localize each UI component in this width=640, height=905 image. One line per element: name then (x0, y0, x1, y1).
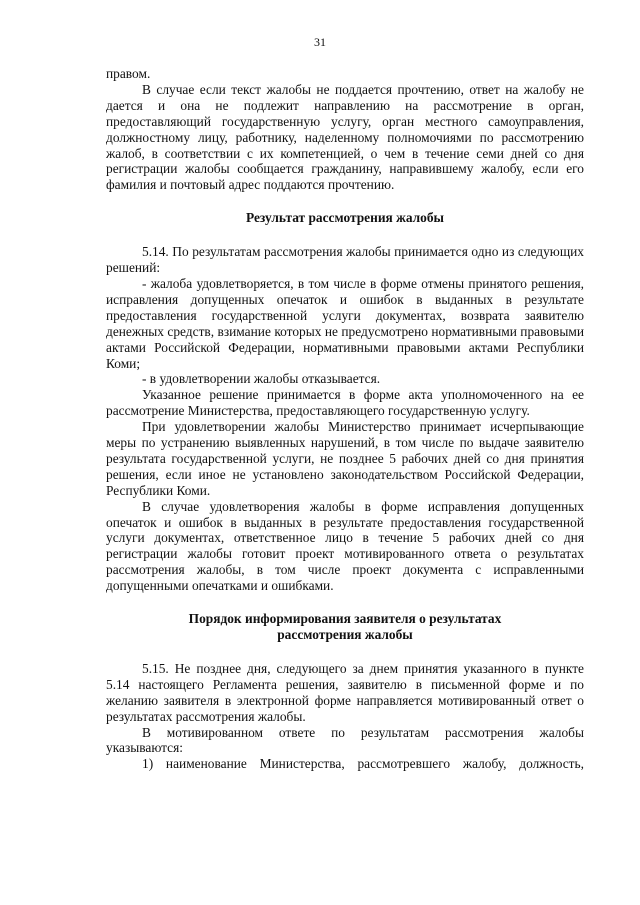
document-body (106, 66, 584, 772)
paragraph-bullet-satisfied: - жалоба удовлетворяется, в том числе в форме отмены принятого решения, исправления допущенных опечаток и ошибок в выданных в результате предоставления государственной услуги документах, возврата заявителю денежных средств, взимание которых не предусмотрено нормативными правовыми актами Российской Федерации, нормативными правовыми актами Республики Коми; (106, 275, 584, 371)
paragraph-corrections: В случае удовлетворения жалобы в форме исправления допущенных опечаток и ошибок в выданных в результате предоставления государственной услуги документах, ответственное лицо в течение 5 рабочих дней со дня регистрации жалобы готовит проект мотивированного ответа о результатах рассмотрения жалобы, в том числе проект документа с исправленными допущенными опечатками и ошибками. (106, 498, 584, 594)
section-heading-inform-line2: рассмотрения жалобы (277, 627, 413, 642)
paragraph-5-15: 5.15. Не позднее дня, следующего за днем принятия указанного в пункте 5.14 настоящего Регламента решения, заявителю в письменной форме и по желанию заявителя в электронной форме направляется мотивированный ответ о результатах рассмотрения жалобы. (106, 660, 584, 724)
paragraph-5-14: 5.14. По результатам рассмотрения жалобы принимается одно из следующих решений: (106, 244, 584, 276)
section-heading-result: Результат рассмотрения жалобы (245, 210, 445, 226)
paragraph-motivated-answer: В мотивированном ответе по результатам рассмотрения жалобы указываются: (106, 724, 584, 756)
section-heading-inform-line1: Порядок информирования заявителя о результатах (188, 611, 502, 627)
page-number: 31 (314, 35, 326, 49)
paragraph-decision-form: Указанное решение принимается в форме акта уполномоченного на ее рассмотрение Министерства, предоставляющего государственную услугу. (106, 387, 584, 419)
paragraph-satisfaction-measures: При удовлетворении жалобы Министерство принимает исчерпывающие меры по устранению выявленных нарушений, в том числе по выдаче заявителю результата государственной услуги, не позднее 5 рабочих дней со дня принятия решения, если иное не установлено законодательством Российской Федерации, Республики Коми. (106, 419, 584, 498)
paragraph-item-1: 1) наименование Министерства, рассмотревшего жалобу, должность, (142, 756, 584, 772)
paragraph-carryover: правом. (106, 66, 151, 81)
section-heading-inform (106, 611, 584, 643)
paragraph-bullet-refused: - в удовлетворении жалобы отказывается. (142, 371, 381, 387)
paragraph-unreadable-complaint: В случае если текст жалобы не поддается прочтению, ответ на жалобу не дается и она не подлежит направлению на рассмотрение в орган, предоставляющий государственную услугу, орган местного самоуправления, должностному лицу, работнику, наделенному полномочиями по рассмотрению жалоб, в соответствии с их компетенцией, о чем в течение семи дней со дня регистрации жалобы сообщается гражданину, направившему жалобу, если его фамилия и почтовый адрес поддаются прочтению. (106, 81, 584, 193)
